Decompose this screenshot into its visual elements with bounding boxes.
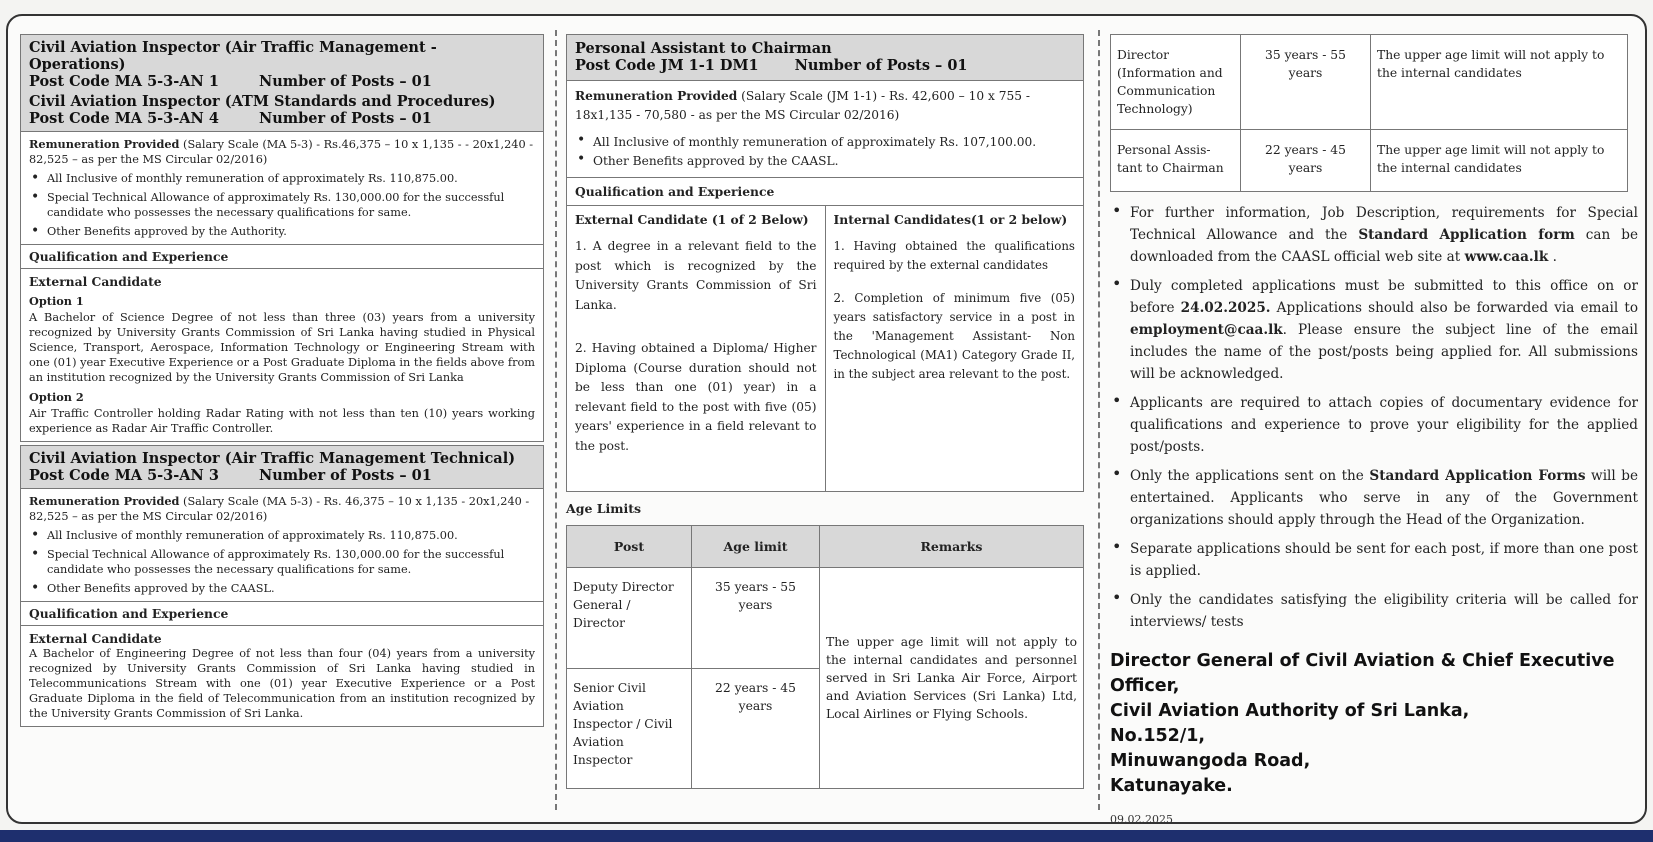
column-divider [555,30,557,810]
number-of-posts: Number of Posts – 01 [258,110,432,127]
table-cell: Senior Civil Aviation Inspector / Civil Aviation Inspector [567,669,692,789]
remuneration-text: (Salary Scale (JM 1-1) - Rs. 42,600 – 10 x 755 - 18x1,135 - 70,580 - as per the MS Circular 02/2016) [575,89,1031,122]
job-box-personal-assistant [566,34,1084,492]
email-link[interactable]: employment@caa.lk [1130,322,1283,338]
table-cell: 22 years - 45 years [1241,130,1371,192]
table-row [1111,130,1628,192]
remuneration-label: Remuneration Provided [575,89,738,103]
candidate-columns [567,206,1083,491]
signature-line: No.152/1, [1110,726,1206,746]
benefits-list [29,171,535,239]
external-candidate-column [567,206,825,491]
deadline-date: 24.02.2025. [1180,300,1271,316]
post-code: Post Code MA 5-3-AN 1 [29,73,219,90]
option-label: Option 2 [29,390,84,404]
qualification-heading: Qualification and Experience [21,245,543,269]
list-item: • Other Benefits approved by the Authority. [29,224,535,239]
external-candidate-heading: External Candidate [29,631,162,646]
column-middle [566,34,1084,789]
number-of-posts: Number of Posts – 01 [258,73,432,90]
qualification-heading: Qualification and Experience [567,178,1083,206]
list-item: 1. A degree in a relevant field to the post which is recognized by the University Grants Commission of Sri Lanka. [575,239,817,312]
job-title: Civil Aviation Inspector (Air Traffic Management - Operations) [29,39,437,73]
list-item: • Special Technical Allowance of approximately Rs. 130,000.00 for the successful candidate who possesses the necessary qualifications for same. [29,190,535,220]
column-header: Remarks [820,526,1084,568]
signature-line: Katunayake. [1110,776,1233,796]
post-code: Post Code JM 1-1 DM1 [575,57,759,74]
table-cell: Personal Assis- tant to Chairman [1111,130,1241,192]
list-item: • Special Technical Allowance of approximately Rs. 130,000.00 for the successful candidate who possesses the necessary qualifications for same. [29,547,535,577]
list-item: 2. Having obtained a Diploma/ Higher Diploma (Course duration should not be less than one (01) year) in a relevant field to the post with five (05) years' experience in a field relevant to the post. [575,341,817,453]
age-limits-table [566,525,1084,789]
table-row [1111,35,1628,130]
remuneration-section [21,489,543,602]
option-label: Option 1 [29,294,84,308]
benefits-list [29,528,535,596]
signature-block [1110,649,1638,799]
option-text: A Bachelor of Science Degree of not less than three (03) years from a university recognized by University Grants Commission of Sri Lanka having studied in Physical Science, Transport, Aerospace, Information Technology or Engineering Stream with one (01) year Executive Experience or a Post Graduate Diploma in the fields above from an institution recognized by the University Grants Commission of Sri Lanka [29,311,535,384]
list-item: 1. Having obtained the qualifications required by the external candidates [833,239,1075,272]
age-limits-heading: Age Limits [566,501,642,516]
post-code: Post Code MA 5-3-AN 4 [29,110,219,127]
note-item: • Duly completed applications must be submitted to this office on or before 24.02.2025. Applications should also be forwarded via email to employment@caa.lk. Please ensure the subject line of the email includes the name of the post/posts being applied for. All submissions will be acknowledged. [1110,275,1638,385]
post-code: Post Code MA 5-3-AN 3 [29,467,219,484]
remuneration-section [21,132,543,245]
job-header [567,35,1083,81]
table-cell: The upper age limit will not apply to the internal candidates and personnel served in Sri Lanka Air Force, Airport and Aviation Services (Sri Lanka) Ltd, Local Airlines or Flying Schools. [820,568,1084,789]
signature-line: Civil Aviation Authority of Sri Lanka, [1110,701,1470,721]
note-item: • Applicants are required to attach copies of documentary evidence for qualifications and experience to prove your eligibility for the applied post/posts. [1110,392,1638,458]
table-cell: Deputy Director General / Director [567,568,692,669]
column-header: Post [567,526,692,568]
job-title: Civil Aviation Inspector (ATM Standards and Procedures) [29,93,496,110]
list-item: • Other Benefits approved by the CAASL. [575,152,1075,171]
table-cell: The upper age limit will not apply to the internal candidates [1371,35,1628,130]
external-candidate-heading: External Candidate (1 of 2 Below) [575,212,809,227]
list-item: • All Inclusive of monthly remuneration of approximately Rs. 107,100.00. [575,133,1075,152]
table-cell: 35 years - 55 years [1241,35,1371,130]
qualification-section [21,626,543,726]
note-item: • Separate applications should be sent for each post, if more than one post is applied. [1110,538,1638,582]
table-header-row [567,526,1084,568]
qualification-heading: Qualification and Experience [21,602,543,626]
remuneration-text: (Salary Scale (MA 5-3) - Rs.46,375 – 10 x 1,135 - - 20x1,240 - 82,525 – as per the MS Circular 02/2016) [29,138,534,166]
remuneration-text: (Salary Scale (MA 5-3) - Rs. 46,375 – 10 x 1,135 - 20x1,240 - 82,525 – as per the MS Circular 02/2016) [29,495,530,523]
job-title: Civil Aviation Inspector (Air Traffic Management Technical) [29,450,516,467]
remuneration-section [567,81,1083,178]
signature-line: Minuwangoda Road, [1110,751,1311,771]
note-item: • For further information, Job Description, requirements for Special Technical Allowance and the Standard Application form can be downloaded from the CAASL official web site at www.caa.lk . [1110,202,1638,268]
internal-candidate-column [825,206,1084,491]
list-item: • All Inclusive of monthly remuneration of approximately Rs. 110,875.00. [29,171,535,186]
qualification-text: A Bachelor of Engineering Degree of not less than four (04) years from a university recognized by University Grants Commission of Sri Lanka having studied in Telecommunications Stream with one (01) year Executive Experience or a Post Graduate Diploma in the field of Telecommunication from an institution recognized by the University Grants Commission of Sri Lanka. [29,647,535,720]
remuneration-label: Remuneration Provided [29,494,180,508]
table-cell: The upper age limit will not apply to the internal candidates [1371,130,1628,192]
number-of-posts: Number of Posts – 01 [794,57,968,74]
table-cell: 22 years - 45 years [692,669,820,789]
number-of-posts: Number of Posts – 01 [258,467,432,484]
remuneration-label: Remuneration Provided [29,137,180,151]
list-item: • Other Benefits approved by the CAASL. [29,581,535,596]
job-box-atm-operations [20,34,544,442]
qualification-section [21,269,543,441]
list-item: 2. Completion of minimum five (05) years satisfactory service in a post in the 'Management Assistant- Non Technological (MA1) Category Grade II, in the subject area relevant to the post. [833,291,1075,381]
external-candidate-heading: External Candidate [29,274,162,289]
table-cell: Director (Information and Communication Technology) [1111,35,1241,130]
table-row [567,568,1084,669]
job-header [21,35,543,132]
job-box-atm-technical [20,445,544,727]
application-notes [1110,202,1638,633]
list-item: • All Inclusive of monthly remuneration of approximately Rs. 110,875.00. [29,528,535,543]
job-header [21,446,543,489]
option-text: Air Traffic Controller holding Radar Rating with not less than ten (10) years working experience as Radar Air Traffic Controller. [29,407,535,435]
bottom-bar [0,830,1653,842]
note-item: • Only the applications sent on the Standard Application Forms will be entertained. Applicants who serve in any of the Government organizations should apply through the Head of the Organization. [1110,465,1638,531]
table-cell: 35 years - 55 years [692,568,820,669]
website-link[interactable]: www.caa.lk [1464,249,1549,265]
job-title: Personal Assistant to Chairman [575,40,832,57]
publication-date: 09.02.2025 [1110,813,1173,826]
internal-candidate-heading: Internal Candidates(1 or 2 below) [833,212,1068,227]
column-left [20,34,544,727]
column-divider [1098,30,1100,810]
signature-line: Director General of Civil Aviation & Chief Executive Officer, [1110,651,1615,696]
column-header: Age limit [692,526,820,568]
note-item: • Only the candidates satisfying the eligibility criteria will be called for interviews/ tests [1110,589,1638,633]
age-limits-table-continued [1110,34,1628,192]
column-right [1110,34,1638,826]
benefits-list [575,133,1075,171]
